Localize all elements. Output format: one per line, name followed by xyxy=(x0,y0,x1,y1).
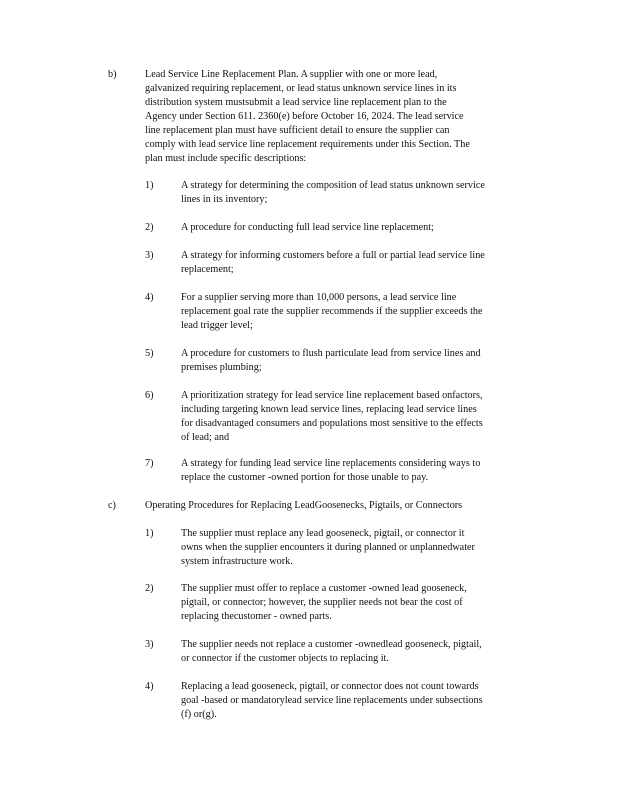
item-number: 6) xyxy=(145,390,154,401)
intro-line: galvanized requiring replacement, or lead status unknown service lines in its xyxy=(145,83,457,94)
item-text xyxy=(181,582,539,624)
item-number: 2) xyxy=(145,583,154,594)
section-c-heading xyxy=(145,499,533,513)
item-number: 5) xyxy=(145,348,154,359)
item-line: goal -based or mandatorylead service line replacements under subsections xyxy=(181,695,483,706)
item-text xyxy=(181,457,539,485)
item-line: A strategy for funding lead service line replacements considering ways to xyxy=(181,458,481,469)
item-number: 2) xyxy=(145,222,154,233)
item-text xyxy=(181,527,539,569)
item-text xyxy=(181,389,539,445)
item-line: premises plumbing; xyxy=(181,362,262,373)
intro-line: comply with lead service line replacement requirements under this Section. The xyxy=(145,139,470,150)
item-number: 3) xyxy=(145,250,154,261)
item-line: A prioritization strategy for lead service line replacement based onfactors, xyxy=(181,390,483,401)
intro-line: distribution system mustsubmit a lead service line replacement plan to the xyxy=(145,97,447,108)
item-line: For a supplier serving more than 10,000 persons, a lead service line xyxy=(181,292,457,303)
item-text xyxy=(181,179,539,207)
item-text xyxy=(181,291,539,333)
section-b-label: b) xyxy=(108,69,117,80)
item-number: 7) xyxy=(145,458,154,469)
item-line: replacing thecustomer - owned parts. xyxy=(181,611,332,622)
item-line: system infrastructure work. xyxy=(181,556,293,567)
item-line: The supplier must offer to replace a customer -owned lead gooseneck, xyxy=(181,583,467,594)
item-text xyxy=(181,347,539,375)
section-c-label: c) xyxy=(108,500,116,511)
item-number: 3) xyxy=(145,639,154,650)
item-line: A procedure for customers to flush particulate lead from service lines and xyxy=(181,348,481,359)
item-line: pigtail, or connector; however, the supplier needs not bear the cost of xyxy=(181,597,463,608)
item-line: for disadvantaged consumers and populations most sensitive to the effects xyxy=(181,418,483,429)
item-text xyxy=(181,221,539,235)
item-number: 4) xyxy=(145,292,154,303)
intro-line: Agency under Section 611. 2360(e) before October 16, 2024. The lead service xyxy=(145,111,464,122)
item-line: A procedure for conducting full lead service line replacement; xyxy=(181,222,434,233)
item-line: or connector if the customer objects to replacing it. xyxy=(181,653,389,664)
item-line: The supplier must replace any lead gooseneck, pigtail, or connector it xyxy=(181,528,465,539)
intro-line: plan must include specific descriptions: xyxy=(145,153,307,164)
item-line: of lead; and xyxy=(181,432,230,443)
item-number: 4) xyxy=(145,681,154,692)
item-line: A strategy for determining the composition of lead status unknown service xyxy=(181,180,485,191)
item-line: lines in its inventory; xyxy=(181,194,268,205)
section-b-intro xyxy=(145,68,533,166)
item-text xyxy=(181,249,539,277)
item-number: 1) xyxy=(145,528,154,539)
item-line: replacement; xyxy=(181,264,234,275)
item-line: lead trigger level; xyxy=(181,320,253,331)
item-text xyxy=(181,680,539,722)
intro-line: line replacement plan must have sufficient detail to ensure the supplier can xyxy=(145,125,450,136)
item-line: including targeting known lead service lines, replacing lead service lines xyxy=(181,404,477,415)
item-line: replace the customer -owned portion for those unable to pay. xyxy=(181,472,429,483)
item-text xyxy=(181,638,539,666)
intro-line: Lead Service Line Replacement Plan. A supplier with one or more lead, xyxy=(145,69,438,80)
item-line: replacement goal rate the supplier recommends if the supplier exceeds the xyxy=(181,306,483,317)
item-line: A strategy for informing customers before a full or partial lead service line xyxy=(181,250,485,261)
item-line: Replacing a lead gooseneck, pigtail, or connector does not count towards xyxy=(181,681,479,692)
item-number: 1) xyxy=(145,180,154,191)
item-line: owns when the supplier encounters it during planned or unplannedwater xyxy=(181,542,475,553)
item-line: (f) or(g). xyxy=(181,709,217,720)
heading-line: Operating Procedures for Replacing LeadGoosenecks, Pigtails, or Connectors xyxy=(145,500,463,511)
item-line: The supplier needs not replace a customer -ownedlead gooseneck, pigtail, xyxy=(181,639,482,650)
